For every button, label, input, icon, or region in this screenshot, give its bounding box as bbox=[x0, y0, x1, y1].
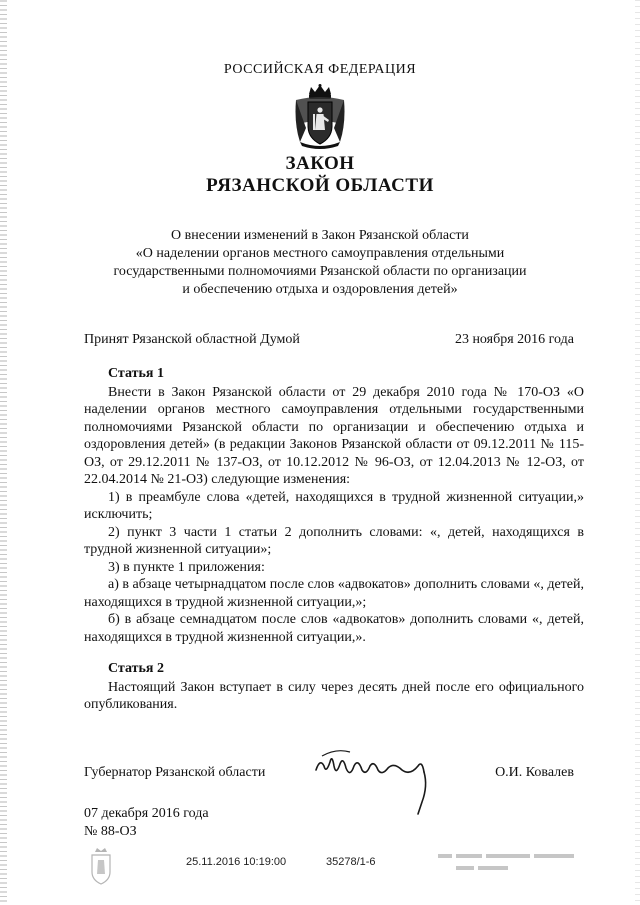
country-heading: РОССИЙСКАЯ ФЕДЕРАЦИЯ bbox=[223, 62, 417, 77]
law-number: № 88-ОЗ bbox=[84, 824, 137, 839]
article-1-item-3: 3) в пункте 1 приложения: bbox=[108, 559, 265, 575]
signer-name: О.И. Ковалев bbox=[495, 765, 574, 780]
article-1 bbox=[84, 365, 584, 646]
article-1-item-3a: а) в абзаце четырнадцатом после слов «адвокатов» дополнить словами «, детей, находящихся в трудной жизненной ситуации,»; bbox=[84, 577, 584, 610]
signing-info bbox=[84, 805, 209, 841]
signer-position: Губернатор Рязанской области bbox=[84, 765, 266, 780]
article-2 bbox=[84, 660, 584, 714]
article-1-intro: Внести в Закон Рязанской области от 29 декабря 2010 года № 170-ОЗ «О наделении органов местного самоуправления отдельными государственными полномочиями Рязанской области по организации и обеспечению отдыха и оздоровления детей» (в редакции Законов Рязанской области от 09.12.2011 № 115-ОЗ, от 29.12.2011 № 137-ОЗ, от 10.12.2012 № 96-ОЗ, от 12.04.2013 № 12-ОЗ, от 22.04.2014 № 21-ОЗ) следующие изменения: bbox=[84, 384, 584, 487]
law-title bbox=[0, 153, 640, 197]
ryazan-coat-of-arms-icon bbox=[292, 84, 348, 152]
article-1-item-3b: б) в абзаце семнадцатом после слов «адвокатов» дополнить словами «, детей, находящихся в трудной жизненной ситуации,». bbox=[84, 612, 584, 645]
subject-line2: «О наделении органов местного самоуправления отдельными bbox=[135, 246, 505, 261]
article-1-item-2: 2) пункт 3 части 1 статьи 2 дополнить словами: «, детей, находящихся в трудной жизненной ситуации»; bbox=[84, 524, 584, 557]
registration-number: 35278/1-6 bbox=[326, 856, 376, 868]
signing-date: 07 декабря 2016 года bbox=[84, 806, 209, 821]
article-2-text: Настоящий Закон вступает в силу через десять дней после его официального опубликования. bbox=[84, 679, 584, 712]
law-title-line2: РЯЗАНСКОЙ ОБЛАСТИ bbox=[206, 175, 434, 196]
article-1-title: Статья 1 bbox=[108, 366, 164, 381]
article-2-title: Статья 2 bbox=[108, 661, 164, 676]
adopted-by: Принят Рязанской областной Думой bbox=[84, 332, 300, 347]
small-emblem-icon bbox=[86, 846, 116, 886]
subject-line3: государственными полномочиями Рязанской области по организации bbox=[113, 264, 527, 279]
subject-line4: и обеспечению отдыха и оздоровления детей» bbox=[182, 282, 458, 297]
registration-timestamp: 25.11.2016 10:19:00 bbox=[186, 856, 287, 868]
adoption-date: 23 ноября 2016 года bbox=[454, 332, 574, 347]
article-1-item-1: 1) в преамбуле слова «детей, находящихся в трудной жизненной ситуации,» исключить; bbox=[84, 489, 584, 522]
registration-stamp bbox=[186, 856, 376, 868]
governor-signature bbox=[310, 736, 450, 816]
law-title-line1: ЗАКОН bbox=[285, 153, 355, 174]
faint-office-stamp bbox=[436, 850, 596, 880]
subject-line1: О внесении изменений в Закон Рязанской области bbox=[171, 228, 469, 243]
scan-edge-right bbox=[635, 0, 640, 905]
law-subject bbox=[80, 227, 560, 299]
scan-edge-left bbox=[0, 0, 7, 905]
